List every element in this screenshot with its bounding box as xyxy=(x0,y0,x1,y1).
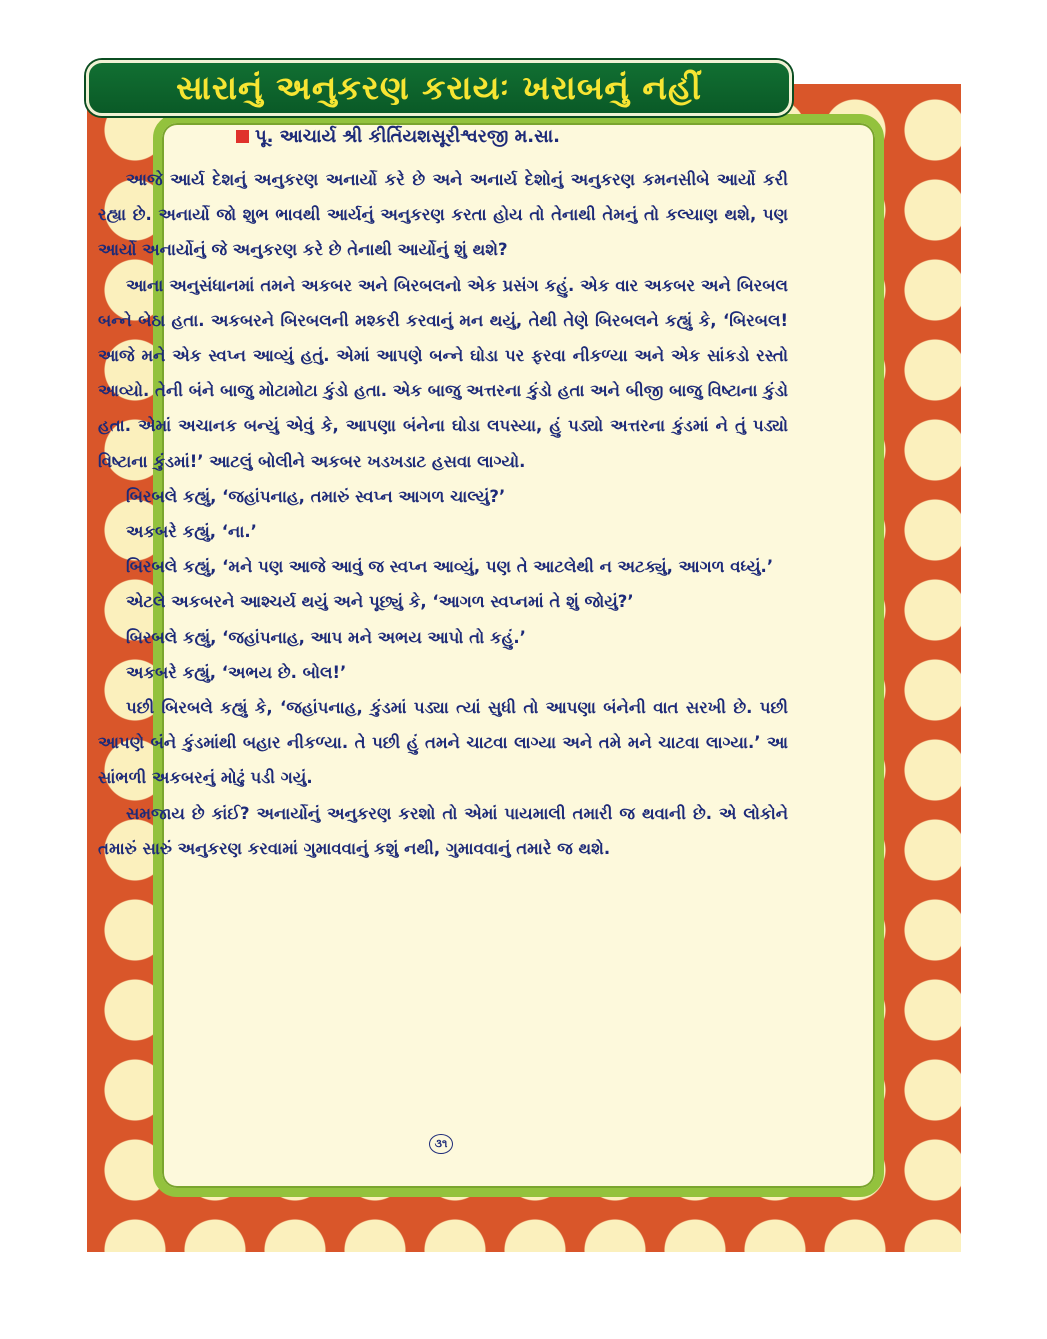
bullet-square-icon xyxy=(236,130,249,143)
page-title: સારાનું અનુકરણ કરાયઃ ખરાબનું નહીં xyxy=(176,68,702,107)
author-line xyxy=(236,126,560,147)
article-body xyxy=(98,162,788,866)
paragraph: સમજાય છે કાંઈ? અનાર્યોનું અનુકરણ કરશો તો એમાં પાયમાલી તમારી જ થવાની છે. એ લોકોને તમારું સારું અનુકરણ કરવામાં ગુમાવવાનું કશું નથી, ગુમાવવાનું તમારે જ થશે. xyxy=(98,803,788,858)
paragraph: બિરબલે કહ્યું, ‘મને પણ આજે આવું જ સ્વપ્ન આવ્યું, પણ તે આટલેથી ન અટક્યું, આગળ વધ્યું.’ xyxy=(126,557,774,577)
paragraph: અકબરે કહ્યું, ‘ના.’ xyxy=(126,522,257,542)
paragraph: બિરબલે કહ્યું, ‘જહાંપનાહ, આપ મને અભય આપો તો કહું.’ xyxy=(126,627,526,647)
paragraph: આજે આર્ય દેશનું અનુકરણ અનાર્યો કરે છે અને અનાર્ય દેશોનું અનુકરણ કમનસીબે આર્યો કરી રહ્યા છે. અનાર્યો જો શુભ ભાવથી આર્યનું અનુકરણ કરતા હોય તો તેનાથી તેમનું તો કલ્યાણ થશે, પણ આર્યો અનાર્યોનું જે અનુકરણ કરે છે તેનાથી આર્યોનું શું થશે? xyxy=(98,170,788,260)
page-number: ૩૧ xyxy=(429,1134,453,1154)
paragraph: પછી બિરબલે કહ્યું કે, ‘જહાંપનાહ, કુંડમાં પડ્યા ત્યાં સુધી તો આપણા બંનેની વાત સરખી છે. પછી આપણે બંને કુંડમાંથી બહાર નીકળ્યા. તે પછી હું તમને ચાટવા લાગ્યા અને તમે મને ચાટવા લાગ્યા.’ આ સાંભળી અકબરનું મોઢું પડી ગયું. xyxy=(98,698,788,788)
paragraph: આના અનુસંધાનમાં તમને અકબર અને બિરબલનો એક પ્રસંગ કહું. એક વાર અકબર અને બિરબલ બન્ને બેઠા હતા. અકબરને બિરબલની મશ્કરી કરવાનું મન થયું, તેથી તેણે બિરબલને કહ્યું કે, ‘બિરબલ! આજે મને એક સ્વપ્ન આવ્યું હતું. એમાં આપણે બન્ને ઘોડા પર ફરવા નીકળ્યા અને એક સાંકડો રસ્તો આવ્યો. તેની બંને બાજુ મોટામોટા કુંડો હતા. એક બાજુ અત્તરના કુંડો હતા અને બીજી બાજુ વિષ્ટાના કુંડો હતા. એમાં અચાનક બન્યું એવું કે, આપણા બંનેના ઘોડા લપસ્યા, હું પડ્યો અત્તરના કુંડમાં ને તું પડ્યો વિષ્ટાના કુંડમાં!’ આટલું બોલીને અકબર ખડખડાટ હસવા લાગ્યો. xyxy=(98,275,788,471)
author-name: પૂ. આચાર્ય શ્રી કીર્તિયશસૂરીશ્વરજી મ.સા. xyxy=(255,126,560,147)
paragraph: અકબરે કહ્યું, ‘અભય છે. બોલ!’ xyxy=(126,662,347,682)
title-banner xyxy=(86,60,792,116)
paragraph: એટલે અકબરને આશ્ચર્ય થયું અને પૂછ્યું કે, ‘આગળ સ્વપ્નમાં તે શું જોયું?’ xyxy=(126,592,634,612)
paragraph: બિરબલે કહ્યું, ‘જહાંપનાહ, તમારું સ્વપ્ન આગળ ચાલ્યું?’ xyxy=(126,486,506,506)
